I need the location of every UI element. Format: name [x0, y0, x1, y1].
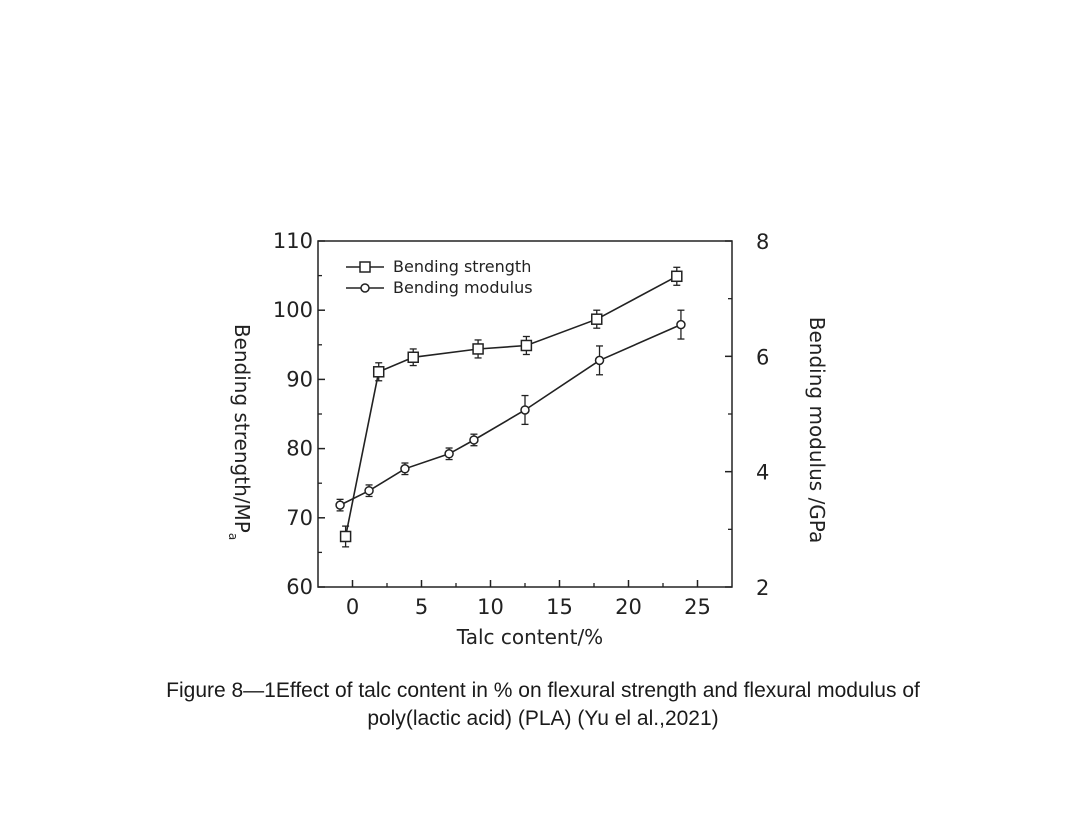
x-tick-label: 0 [345, 595, 360, 619]
y-left-tick-label: 70 [286, 505, 313, 530]
x-tick-label: 15 [546, 595, 573, 619]
left-axis-title-subscript: a [226, 532, 240, 541]
y-left-tick-label: 90 [286, 367, 313, 392]
left-axis-title-main: Bending strength/MP [230, 323, 254, 533]
y-left-tick-label: 60 [286, 575, 313, 599]
x-tick-label: 20 [615, 595, 642, 619]
data-point-circle [336, 501, 344, 509]
left-axis-title [226, 324, 254, 540]
x-axis-title: Talc content/% [456, 625, 604, 649]
legend [346, 257, 533, 297]
data-point-square [672, 271, 682, 281]
legend-label-strength: Bending strength [393, 257, 532, 276]
data-point-square [521, 340, 531, 350]
x-tick-label: 25 [684, 595, 711, 619]
series-line [346, 276, 677, 536]
data-point-circle [521, 406, 529, 414]
data-point-circle [445, 450, 453, 458]
data-point-square [408, 352, 418, 362]
y-right-tick-label: 2 [756, 576, 770, 600]
figure-caption-line-1: Figure 8—1Effect of talc content in % on flexural strength and flexural modulus of [166, 679, 920, 702]
data-point-square [341, 531, 351, 541]
data-point-circle [470, 436, 478, 444]
data-point-square [592, 314, 602, 324]
legend-circle-marker [361, 284, 369, 292]
y-left-tick-label: 80 [286, 436, 313, 461]
series-line [340, 325, 681, 506]
y-right-tick-label: 8 [756, 230, 770, 254]
figure-caption-line-2: poly(lactic acid) (PLA) (Yu el al.,2021) [367, 707, 719, 730]
y-left-tick-label: 100 [272, 298, 313, 323]
data-point-circle [677, 321, 685, 329]
data-point-circle [401, 465, 409, 473]
data-point-circle [596, 356, 604, 364]
y-right-tick-label: 6 [756, 345, 770, 370]
x-tick-label: 10 [477, 595, 504, 619]
data-point-square [374, 367, 384, 377]
y-left-tick-label: 110 [272, 229, 313, 253]
x-tick-label: 5 [414, 595, 429, 619]
right-axis-title: Bending modulus /GPa [805, 316, 829, 544]
data-point-square [473, 344, 483, 354]
legend-label-modulus: Bending modulus [393, 278, 533, 297]
series-layer [336, 267, 685, 547]
legend-square-marker [360, 262, 370, 272]
y-right-tick-label: 4 [756, 460, 770, 485]
data-point-circle [365, 487, 373, 495]
